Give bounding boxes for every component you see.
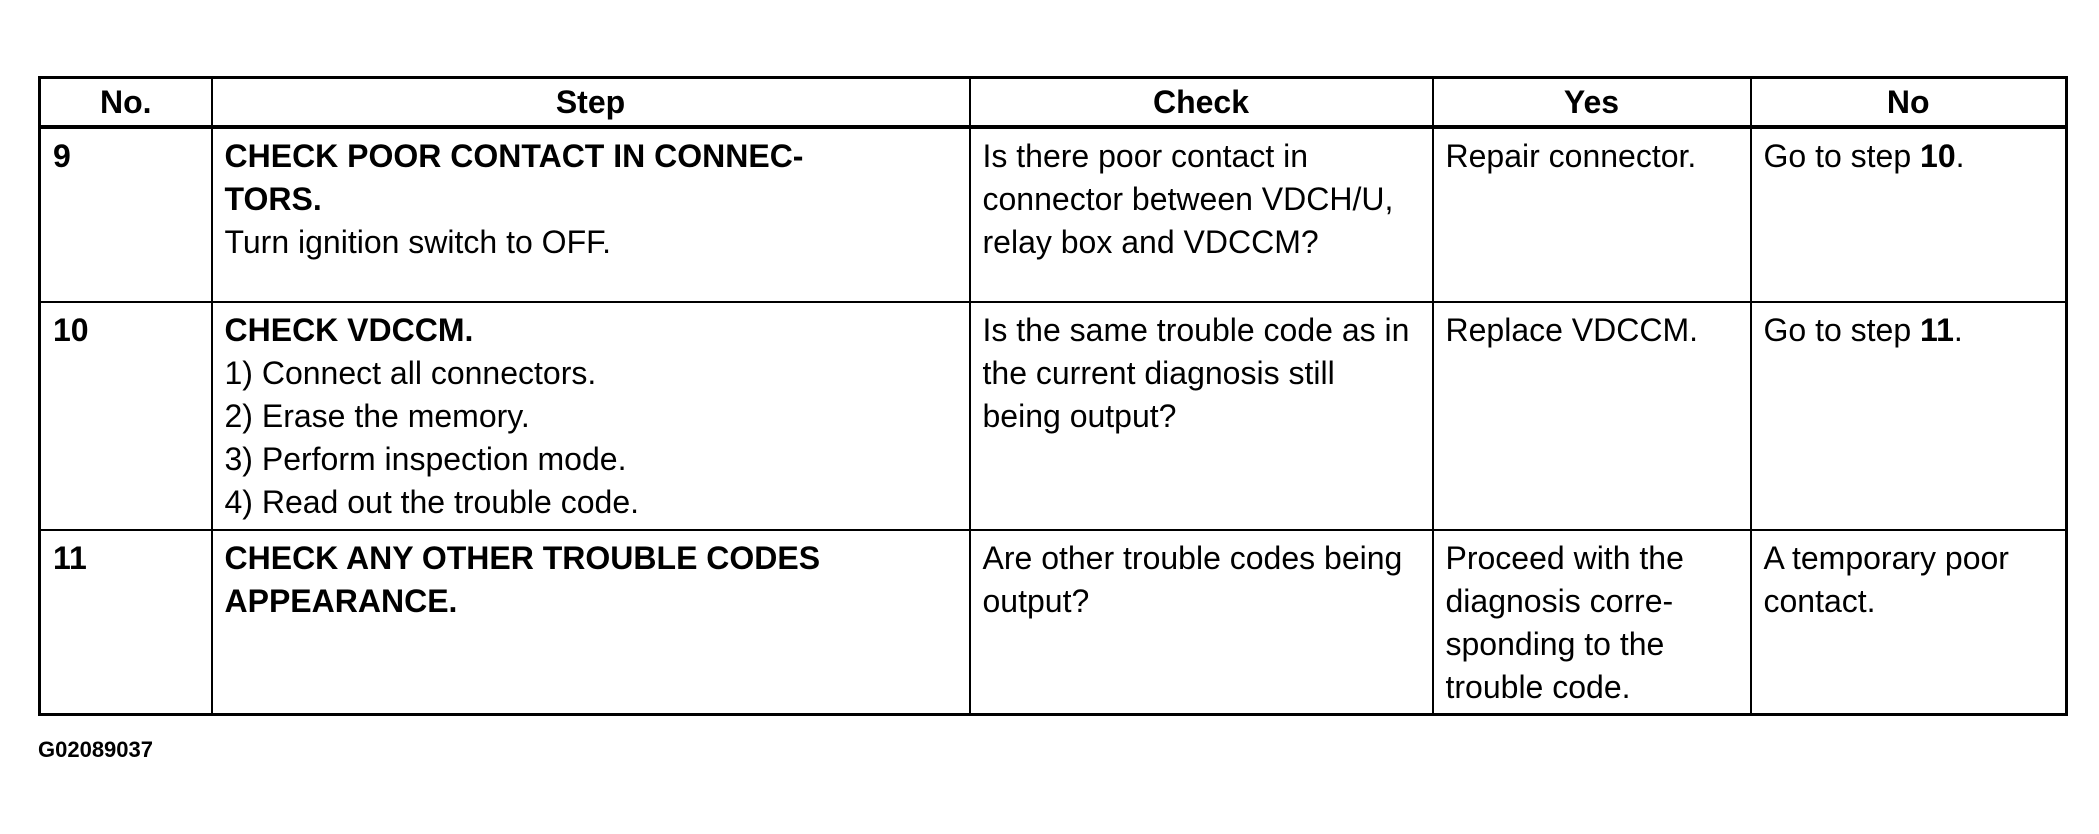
- check-cell: Is there poor contact in connector between VDCH/U, relay box and VDCCM?: [970, 127, 1433, 302]
- step-title-line: CHECK POOR CONTACT IN CONNEC-: [224, 138, 804, 174]
- no-step-number: 11: [1920, 312, 1954, 348]
- no-step-number: 10: [1920, 138, 1956, 174]
- header-yes: Yes: [1433, 78, 1751, 128]
- table-row: [40, 127, 2067, 302]
- step-title-line: APPEARANCE.: [224, 583, 458, 619]
- figure-code: G02089037: [38, 737, 153, 762]
- step-cell: [212, 302, 970, 530]
- step-number: 10: [40, 302, 212, 530]
- no-cell: [1751, 302, 2067, 530]
- step-instruction: 1) Connect all connectors.: [224, 355, 597, 391]
- step-instruction: 2) Erase the memory.: [224, 398, 530, 434]
- no-text: Go to step: [1763, 138, 1921, 174]
- step-cell: [212, 127, 970, 302]
- table-body: [40, 127, 2067, 715]
- no-text: Go to step: [1763, 312, 1921, 348]
- yes-cell: Replace VDCCM.: [1433, 302, 1751, 530]
- yes-cell: Repair connector.: [1433, 127, 1751, 302]
- step-cell: [212, 530, 970, 715]
- header-row: [40, 78, 2067, 128]
- header-step: Step: [212, 78, 970, 128]
- no-cell: A temporary poor contact.: [1751, 530, 2067, 715]
- table-row: [40, 530, 2067, 715]
- no-cell: [1751, 127, 2067, 302]
- step-title-line: TORS.: [224, 181, 322, 217]
- no-text-suffix: .: [1955, 138, 1965, 174]
- header-check: Check: [970, 78, 1433, 128]
- step-instruction: Turn ignition switch to OFF.: [224, 224, 611, 260]
- header-no: No.: [40, 78, 212, 128]
- step-instruction: 4) Read out the trouble code.: [224, 484, 639, 520]
- no-text-suffix: .: [1953, 312, 1963, 348]
- table-row: [40, 302, 2067, 530]
- yes-cell: Proceed with the diagnosis corre-sponding to the trouble code.: [1433, 530, 1751, 715]
- step-number: 11: [40, 530, 212, 715]
- step-title-line: CHECK VDCCM.: [224, 312, 474, 348]
- step-number: 9: [40, 127, 212, 302]
- table-header: [40, 78, 2067, 128]
- header-no-result: No: [1751, 78, 2067, 128]
- diagnosis-table: [38, 76, 2068, 716]
- check-cell: Are other trouble codes being output?: [970, 530, 1433, 715]
- step-instruction: 3) Perform inspection mode.: [224, 441, 627, 477]
- step-title-line: CHECK ANY OTHER TROUBLE CODES: [224, 540, 821, 576]
- check-cell: Is the same trouble code as in the current diagnosis still being output?: [970, 302, 1433, 530]
